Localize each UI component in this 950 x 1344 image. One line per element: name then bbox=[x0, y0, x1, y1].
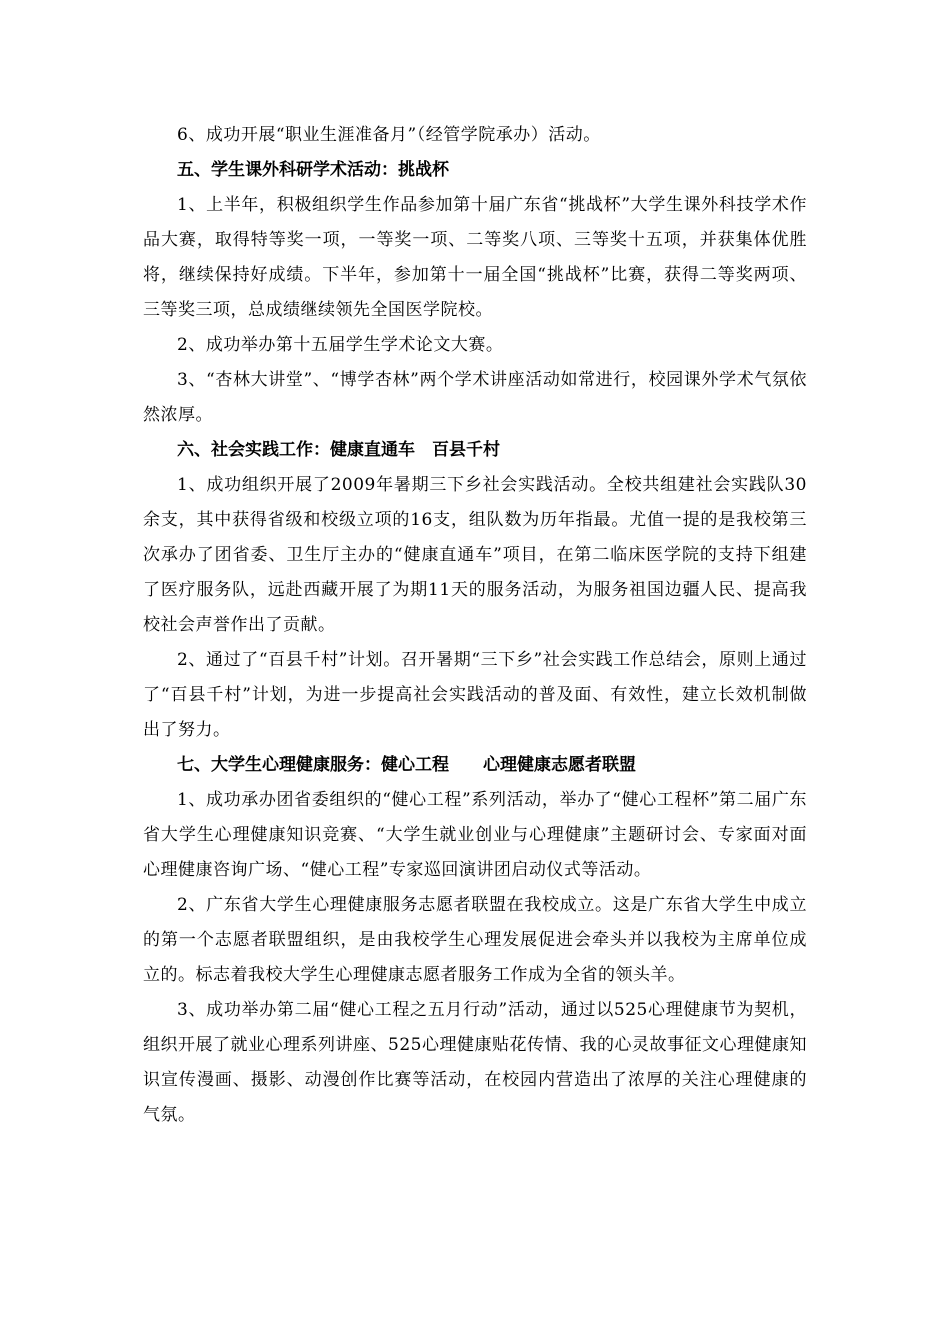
paragraph-item-6: 6、成功开展“职业生涯准备月”（经管学院承办）活动。 bbox=[177, 125, 601, 145]
section-heading-6: 六、社会实践工作：健康直通车 百县千村 bbox=[177, 440, 500, 460]
section-heading-7: 七、大学生心理健康服务：健心工程 心理健康志愿者联盟 bbox=[177, 755, 636, 775]
paragraph-challenge-cup-3: 3、“杏林大讲堂”、“博学杏林”两个学术讲座活动如常进行，校园课外学术气氛依然浓厚。 bbox=[143, 370, 807, 425]
paragraph-mental-health-1: 1、成功承办团省委组织的“健心工程”系列活动，举办了“健心工程杯”第二届广东省大学生心理健康知识竞赛、“大学生就业创业与心理健康”主题研讨会、专家面对面心理健康咨询广场、“健心工程”专家巡回演讲团启动仪式等活动。 bbox=[143, 790, 807, 880]
paragraph-mental-health-2: 2、广东省大学生心理健康服务志愿者联盟在我校成立。这是广东省大学生中成立的第一个志愿者联盟组织，是由我校学生心理发展促进会牵头并以我校为主席单位成立的。标志着我校大学生心理健康志愿者服务工作成为全省的领头羊。 bbox=[143, 895, 807, 985]
paragraph-social-practice-1: 1、成功组织开展了2009年暑期三下乡社会实践活动。全校共组建社会实践队30余支，其中获得省级和校级立项的16支，组队数为历年指最。尤值一提的是我校第三次承办了团省委、卫生厅主办的“健康直通车”项目，在第二临床医学院的支持下组建了医疗服务队，远赴西藏开展了为期11天的服务活动，为服务祖国边疆人民、提高我校社会声誉作出了贡献。 bbox=[143, 475, 807, 635]
paragraph-social-practice-2: 2、通过了“百县千村”计划。召开暑期“三下乡”社会实践工作总结会，原则上通过了“百县千村”计划，为进一步提高社会实践活动的普及面、有效性，建立长效机制做出了努力。 bbox=[143, 650, 807, 740]
section-heading-5: 五、学生课外科研学术活动：挑战杯 bbox=[177, 160, 449, 180]
paragraph-challenge-cup-1: 1、上半年，积极组织学生作品参加第十届广东省“挑战杯”大学生课外科技学术作品大赛，取得特等奖一项，一等奖一项、二等奖八项、三等奖十五项，并获集体优胜将，继续保持好成绩。下半年，参加第十一届全国“挑战杯”比赛，获得二等奖两项、三等奖三项，总成绩继续领先全国医学院校。 bbox=[143, 195, 807, 320]
document-body bbox=[143, 118, 807, 1133]
paragraph-challenge-cup-2: 2、成功举办第十五届学生学术论文大赛。 bbox=[177, 335, 504, 355]
paragraph-mental-health-3: 3、成功举办第二届“健心工程之五月行动”活动，通过以525心理健康节为契机，组织开展了就业心理系列讲座、525心理健康贴花传情、我的心灵故事征文心理健康知识宣传漫画、摄影、动漫创作比赛等活动，在校园内营造出了浓厚的关注心理健康的气氛。 bbox=[143, 1000, 807, 1125]
